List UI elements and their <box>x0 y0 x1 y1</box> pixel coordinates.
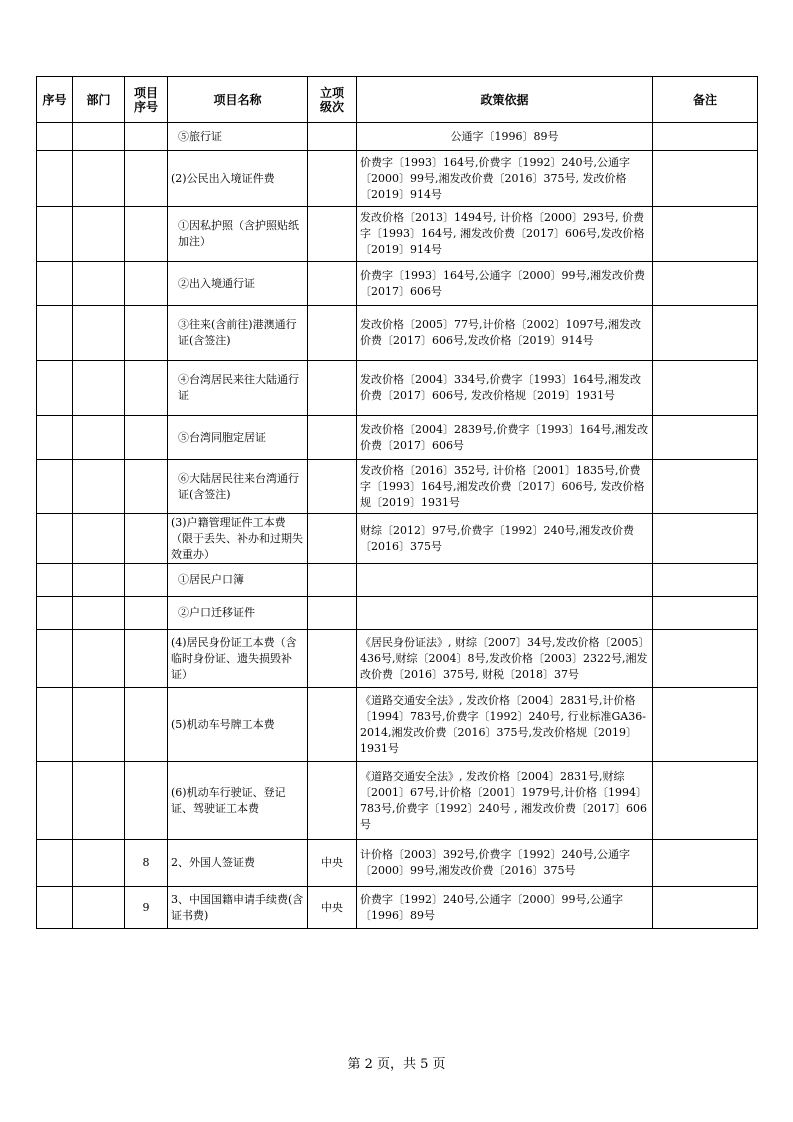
item-name-cell: (2)公民出入境证件费 <box>168 151 308 207</box>
table-row <box>37 460 758 514</box>
dept-cell <box>73 688 125 762</box>
level-cell <box>308 688 357 762</box>
level-cell <box>308 306 357 361</box>
basis-cell: 《道路交通安全法》, 发改价格〔2004〕2831号,计价格〔1994〕783号,价费字〔1992〕240号, 行业标准GA36-2014,湘发改价费〔2016〕375号,发改价格规〔2019〕1931号 <box>357 688 653 762</box>
note-cell <box>653 123 758 151</box>
table-row <box>37 207 758 262</box>
table-row <box>37 887 758 929</box>
item-name-cell: (4)居民身份证工本费（含临时身份证、遗失损毁补证） <box>168 630 308 688</box>
level-cell <box>308 262 357 306</box>
dept-cell <box>73 887 125 929</box>
dept-cell <box>73 151 125 207</box>
table-row <box>37 262 758 306</box>
dept-cell <box>73 123 125 151</box>
level-cell <box>308 762 357 840</box>
table-row <box>37 123 758 151</box>
item-name-cell: ⑤台湾同胞定居证 <box>168 416 308 460</box>
item-seq-cell <box>125 597 168 630</box>
note-cell <box>653 514 758 564</box>
item-name-cell: ④台湾居民来往大陆通行证 <box>168 361 308 416</box>
item-seq-cell <box>125 416 168 460</box>
table-row <box>37 630 758 688</box>
note-cell <box>653 597 758 630</box>
basis-cell: 发改价格〔2013〕1494号, 计价格〔2000〕293号, 价费字〔1993〕164号, 湘发改价费〔2017〕606号,发改价格〔2019〕914号 <box>357 207 653 262</box>
level-cell <box>308 564 357 597</box>
table-row <box>37 361 758 416</box>
level-cell <box>308 207 357 262</box>
dept-cell <box>73 306 125 361</box>
item-name-cell: (5)机动车号牌工本费 <box>168 688 308 762</box>
level-cell: 中央 <box>308 840 357 887</box>
dept-cell <box>73 262 125 306</box>
basis-cell: 公通字〔1996〕89号 <box>357 123 653 151</box>
note-cell <box>653 887 758 929</box>
level-cell <box>308 460 357 514</box>
seq-cell <box>37 262 73 306</box>
seq-cell <box>37 514 73 564</box>
seq-cell <box>37 306 73 361</box>
header-dept: 部门 <box>73 77 125 123</box>
item-name-cell: ①居民户口簿 <box>168 564 308 597</box>
table-row <box>37 762 758 840</box>
item-seq-cell <box>125 262 168 306</box>
note-cell <box>653 840 758 887</box>
item-seq-cell <box>125 361 168 416</box>
item-name-cell: ⑥大陆居民往来台湾通行证(含签注) <box>168 460 308 514</box>
note-cell <box>653 361 758 416</box>
seq-cell <box>37 630 73 688</box>
table-row <box>37 306 758 361</box>
level-cell: 中央 <box>308 887 357 929</box>
item-name-cell: ③往来(含前往)港澳通行证(含签注) <box>168 306 308 361</box>
item-name-cell: 2、外国人签证费 <box>168 840 308 887</box>
dept-cell <box>73 840 125 887</box>
level-cell <box>308 514 357 564</box>
note-cell <box>653 207 758 262</box>
item-seq-cell <box>125 306 168 361</box>
item-name-cell: (3)户籍管理证件工本费（限于丢失、补办和过期失效重办） <box>168 514 308 564</box>
basis-cell: 发改价格〔2005〕77号,计价格〔2002〕1097号,湘发改价费〔2017〕606号,发改价格〔2019〕914号 <box>357 306 653 361</box>
basis-cell: 财综〔2012〕97号,价费字〔1992〕240号,湘发改价费〔2016〕375号 <box>357 514 653 564</box>
basis-cell: 《居民身份证法》, 财综〔2007〕34号,发改价格〔2005〕436号,财综〔2004〕8号,发改价格〔2003〕2322号,湘发改价费〔2016〕375号, 财税〔2018〕37号 <box>357 630 653 688</box>
table-row <box>37 151 758 207</box>
basis-cell: 价费字〔1993〕164号,公通字〔2000〕99号,湘发改价费〔2017〕606号 <box>357 262 653 306</box>
dept-cell <box>73 460 125 514</box>
table-row <box>37 688 758 762</box>
note-cell <box>653 762 758 840</box>
seq-cell <box>37 361 73 416</box>
item-name-cell: ②户口迁移证件 <box>168 597 308 630</box>
header-basis: 政策依据 <box>357 77 653 123</box>
note-cell <box>653 416 758 460</box>
fee-table <box>36 76 758 929</box>
basis-cell: 《道路交通安全法》, 发改价格〔2004〕2831号,财综〔2001〕67号,计价格〔2001〕1979号,计价格〔1994〕783号,价费字〔1992〕240号 , 湘发改价费〔2017〕606号 <box>357 762 653 840</box>
dept-cell <box>73 762 125 840</box>
seq-cell <box>37 151 73 207</box>
level-cell <box>308 361 357 416</box>
header-row <box>37 77 758 123</box>
level-cell <box>308 123 357 151</box>
item-seq-cell <box>125 151 168 207</box>
dept-cell <box>73 207 125 262</box>
note-cell <box>653 460 758 514</box>
seq-cell <box>37 416 73 460</box>
header-level: 立项 级次 <box>308 77 357 123</box>
level-cell <box>308 151 357 207</box>
basis-cell <box>357 564 653 597</box>
seq-cell <box>37 688 73 762</box>
item-seq-cell <box>125 123 168 151</box>
basis-cell: 发改价格〔2016〕352号, 计价格〔2001〕1835号,价费字〔1993〕164号,湘发改价费〔2017〕606号, 发改价格规〔2019〕1931号 <box>357 460 653 514</box>
basis-cell: 计价格〔2003〕392号,价费字〔1992〕240号,公通字〔2000〕99号,湘发改价费〔2016〕375号 <box>357 840 653 887</box>
header-seq: 序号 <box>37 77 73 123</box>
note-cell <box>653 151 758 207</box>
table-row <box>37 514 758 564</box>
page-footer: 第 2 页，共 5 页 <box>347 1057 446 1072</box>
dept-cell <box>73 416 125 460</box>
dept-cell <box>73 361 125 416</box>
basis-cell <box>357 597 653 630</box>
header-item-name: 项目名称 <box>168 77 308 123</box>
table-row <box>37 564 758 597</box>
level-cell <box>308 416 357 460</box>
level-cell <box>308 630 357 688</box>
basis-cell: 发改价格〔2004〕2839号,价费字〔1993〕164号,湘发改价费〔2017〕606号 <box>357 416 653 460</box>
basis-cell: 发改价格〔2004〕334号,价费字〔1993〕164号,湘发改价费〔2017〕606号, 发改价格规〔2019〕1931号 <box>357 361 653 416</box>
dept-cell <box>73 630 125 688</box>
item-seq-cell <box>125 207 168 262</box>
note-cell <box>653 564 758 597</box>
seq-cell <box>37 460 73 514</box>
note-cell <box>653 630 758 688</box>
level-cell <box>308 597 357 630</box>
item-seq-cell <box>125 762 168 840</box>
table-row <box>37 597 758 630</box>
dept-cell <box>73 564 125 597</box>
seq-cell <box>37 762 73 840</box>
note-cell <box>653 262 758 306</box>
item-seq-cell <box>125 688 168 762</box>
seq-cell <box>37 207 73 262</box>
table-row <box>37 416 758 460</box>
basis-cell: 价费字〔1992〕240号,公通字〔2000〕99号,公通字〔1996〕89号 <box>357 887 653 929</box>
seq-cell <box>37 123 73 151</box>
item-seq-cell <box>125 630 168 688</box>
seq-cell <box>37 887 73 929</box>
item-seq-cell <box>125 460 168 514</box>
seq-cell <box>37 597 73 630</box>
note-cell <box>653 688 758 762</box>
item-seq-cell <box>125 564 168 597</box>
header-note: 备注 <box>653 77 758 123</box>
dept-cell <box>73 597 125 630</box>
item-name-cell: ②出入境通行证 <box>168 262 308 306</box>
table-row <box>37 840 758 887</box>
item-name-cell: (6)机动车行驶证、登记证、驾驶证工本费 <box>168 762 308 840</box>
seq-cell <box>37 564 73 597</box>
item-seq-cell <box>125 514 168 564</box>
item-seq-cell: 8 <box>125 840 168 887</box>
header-item-seq: 项目 序号 <box>125 77 168 123</box>
basis-cell: 价费字〔1993〕164号,价费字〔1992〕240号,公通字〔2000〕99号,湘发改价费〔2016〕375号, 发改价格〔2019〕914号 <box>357 151 653 207</box>
dept-cell <box>73 514 125 564</box>
item-seq-cell: 9 <box>125 887 168 929</box>
note-cell <box>653 306 758 361</box>
item-name-cell: 3、中国国籍申请手续费(含证书费) <box>168 887 308 929</box>
item-name-cell: ①因私护照（含护照贴纸加注） <box>168 207 308 262</box>
item-name-cell: ⑤旅行证 <box>168 123 308 151</box>
seq-cell <box>37 840 73 887</box>
